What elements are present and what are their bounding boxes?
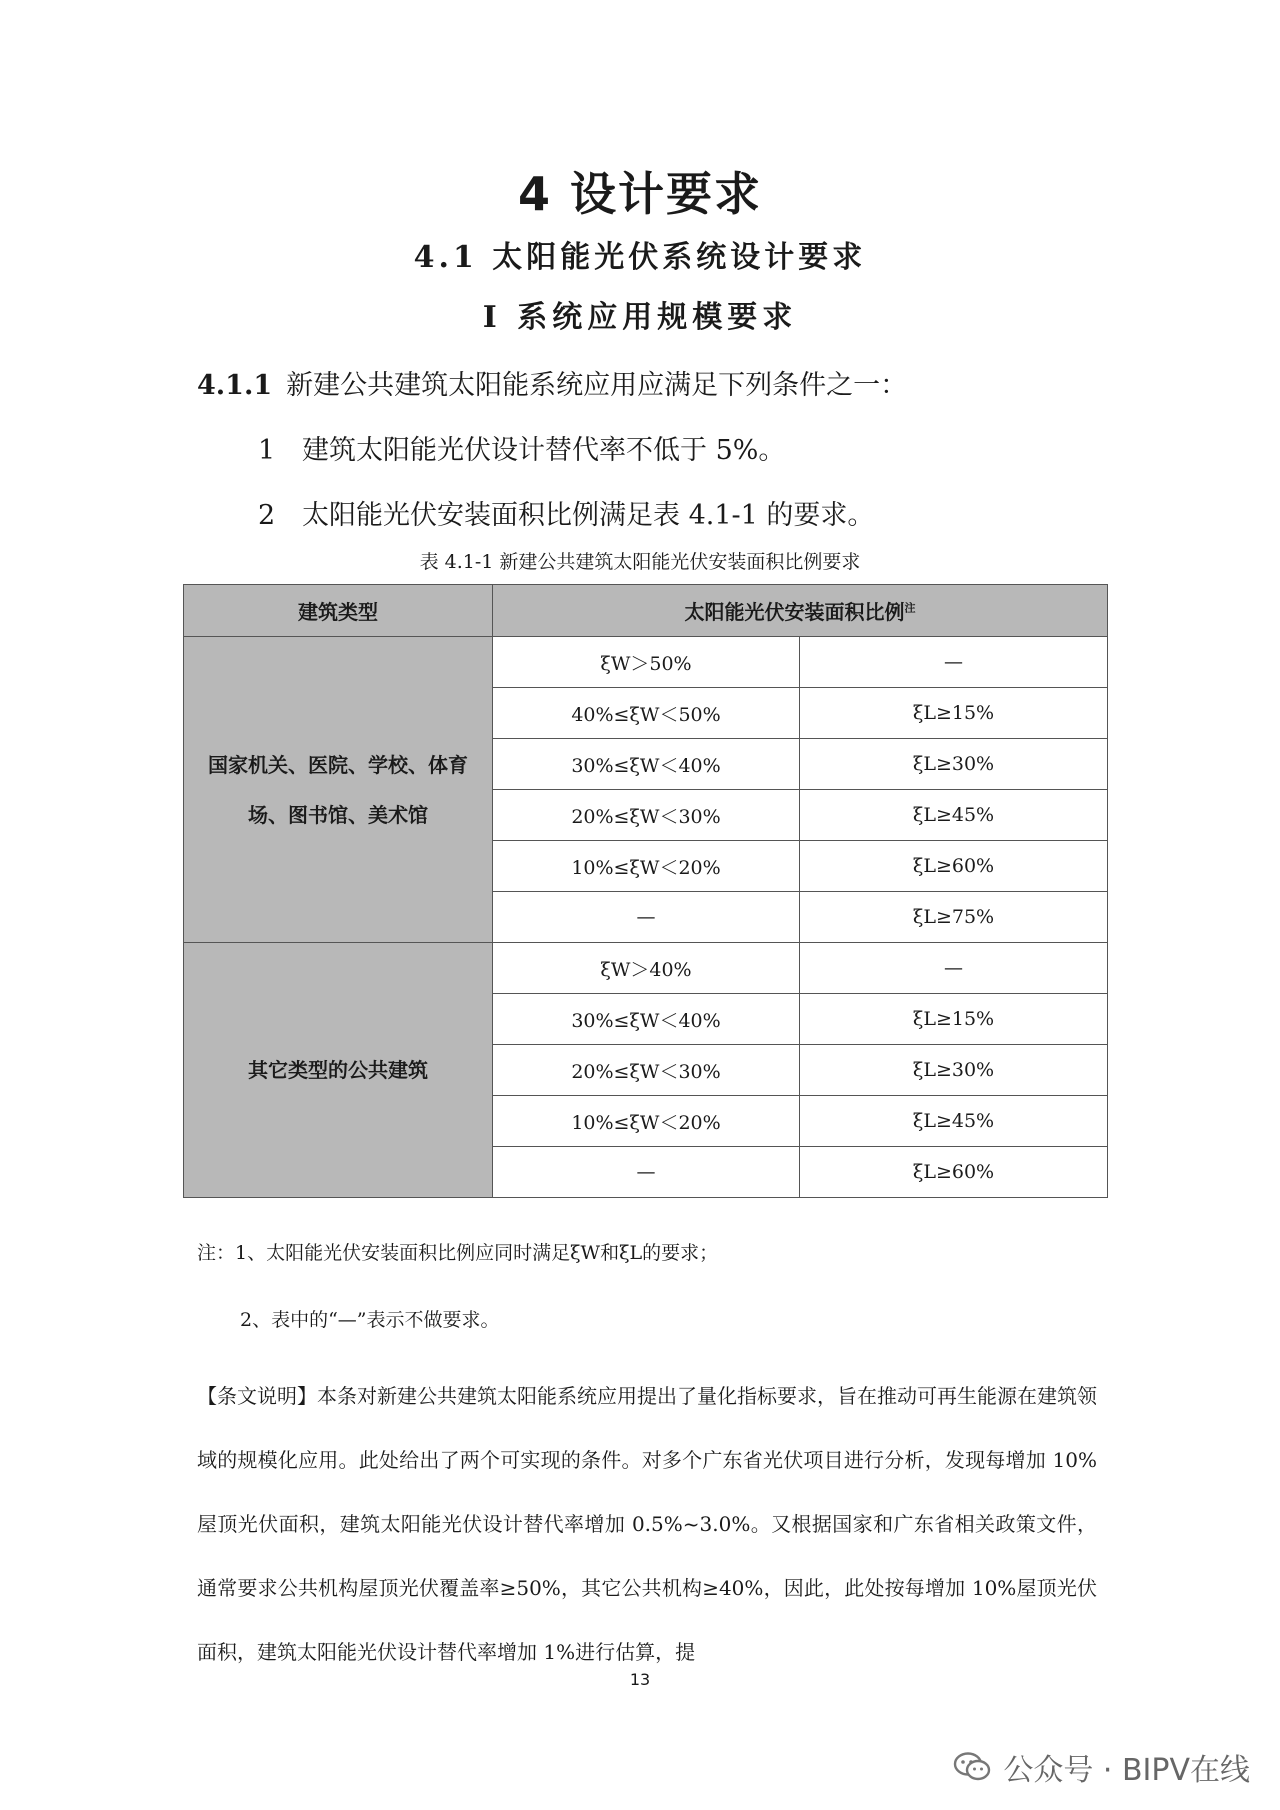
table-header-row <box>184 585 1108 637</box>
wall-ratio-cell: — <box>493 892 800 943</box>
roof-ratio-cell: ξL≥60% <box>800 1147 1108 1198</box>
roof-ratio-cell: — <box>800 637 1108 688</box>
roof-ratio-cell: ξL≥45% <box>800 1096 1108 1147</box>
item-text: 太阳能光伏安装面积比例满足表 4.1-1 的要求。 <box>302 500 875 531</box>
roof-ratio-cell: ξL≥30% <box>800 1045 1108 1096</box>
subsection-title: Ⅰ 系统应用规模要求 <box>482 300 798 335</box>
table-note-1: 注：1、太阳能光伏安装面积比例应同时满足ξW和ξL的要求； <box>197 1242 719 1264</box>
item-number: 2 <box>258 500 276 531</box>
wall-ratio-cell: 30%≤ξW＜40% <box>493 994 800 1045</box>
wall-ratio-cell: 20%≤ξW＜30% <box>493 1045 800 1096</box>
building-type-cell: 其它类型的公共建筑 <box>184 943 493 1198</box>
roof-ratio-cell: ξL≥45% <box>800 790 1108 841</box>
section-title: 4.1 太阳能光伏系统设计要求 <box>413 240 867 275</box>
roof-ratio-cell: ξL≥30% <box>800 739 1108 790</box>
list-item <box>258 428 785 467</box>
roof-ratio-cell: ξL≥75% <box>800 892 1108 943</box>
item-number: 1 <box>258 435 276 466</box>
building-type-cell: 国家机关、医院、学校、体育场、图书馆、美术馆 <box>184 637 493 943</box>
watermark-text: 公众号 · BIPV在线 <box>1003 1753 1250 1788</box>
table-row <box>184 637 1108 688</box>
wall-ratio-cell: 20%≤ξW＜30% <box>493 790 800 841</box>
ratio-table <box>183 584 1108 1198</box>
header-building-type: 建筑类型 <box>184 585 493 637</box>
table-row <box>184 943 1108 994</box>
chapter-title: 4 设计要求 <box>517 167 763 221</box>
explanation-paragraph: 【条文说明】本条对新建公共建筑太阳能系统应用提出了量化指标要求，旨在推动可再生能源在建筑领域的规模化应用。此处给出了两个可实现的条件。对多个广东省光伏项目进行分析，发现每增加 10%屋顶光伏面积，建筑太阳能光伏设计替代率增加 0.5%~3.0%。又根据国家和广东省相关政策文件，通常要求公共机构屋顶光伏覆盖率≥50%，其它公共机构≥40%，因此，此处按每增加 10%屋顶光伏面积，建筑太阳能光伏设计替代率增加 1%进行估算，提 <box>197 1384 1097 1664</box>
wall-ratio-cell: ξW＞50% <box>493 637 800 688</box>
wall-ratio-cell: 10%≤ξW＜20% <box>493 841 800 892</box>
wall-ratio-cell: 10%≤ξW＜20% <box>493 1096 800 1147</box>
table-caption: 表 4.1-1 新建公共建筑太阳能光伏安装面积比例要求 <box>419 551 861 573</box>
clause-text: 新建公共建筑太阳能系统应用应满足下列条件之一： <box>286 370 908 401</box>
roof-ratio-cell: ξL≥15% <box>800 688 1108 739</box>
list-item <box>258 493 874 532</box>
roof-ratio-cell: — <box>800 943 1108 994</box>
page-number: 13 <box>629 1670 651 1689</box>
wall-ratio-cell: 40%≤ξW＜50% <box>493 688 800 739</box>
wall-ratio-cell: 30%≤ξW＜40% <box>493 739 800 790</box>
roof-ratio-cell: ξL≥60% <box>800 841 1108 892</box>
clause-heading <box>197 363 907 402</box>
header-area-ratio: 太阳能光伏安装面积比例$^注$ <box>493 585 1108 637</box>
watermark <box>953 1745 1250 1789</box>
item-text: 建筑太阳能光伏设计替代率不低于 5%。 <box>302 435 786 466</box>
wall-ratio-cell: — <box>493 1147 800 1198</box>
wechat-icon <box>953 1752 991 1782</box>
table-note-2: 2、表中的“—”表示不做要求。 <box>240 1309 500 1331</box>
header-note-mark: 注 <box>904 601 916 615</box>
wall-ratio-cell: ξW＞40% <box>493 943 800 994</box>
clause-number: 4.1.1 <box>197 370 273 401</box>
roof-ratio-cell: ξL≥15% <box>800 994 1108 1045</box>
